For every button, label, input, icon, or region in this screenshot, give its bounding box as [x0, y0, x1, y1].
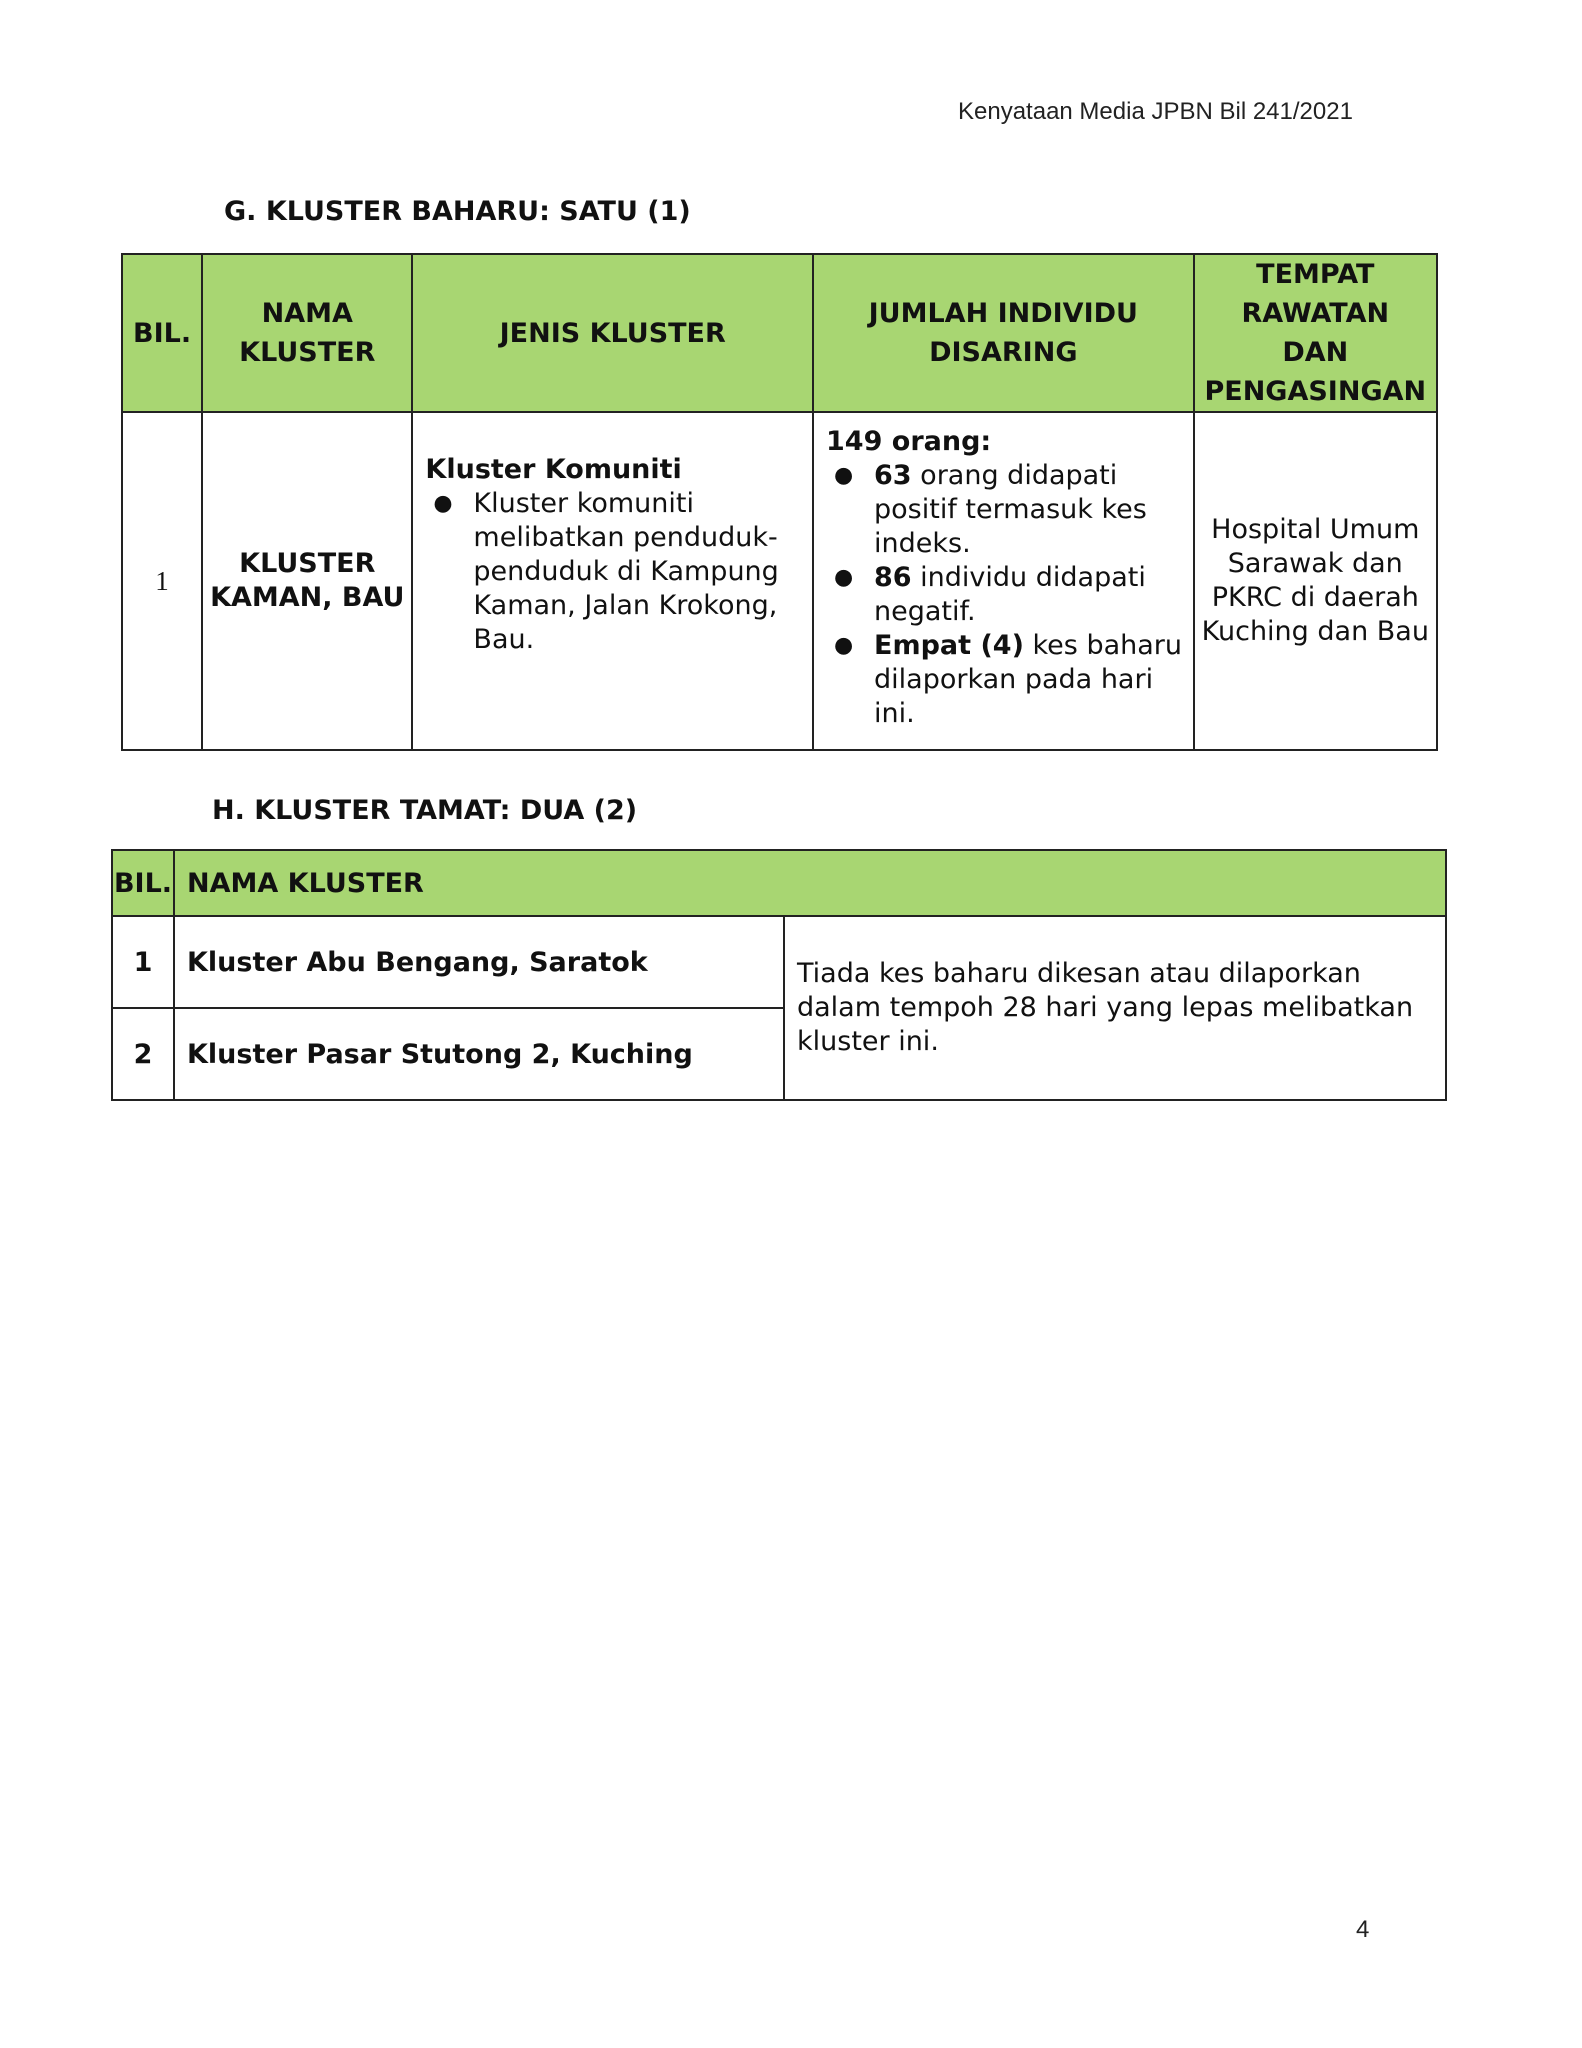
screened-count: 63: [874, 460, 912, 491]
table-row: [122, 412, 1437, 750]
header-nama-kluster: [202, 254, 412, 412]
cluster-name-line: KAMAN, BAU: [210, 582, 405, 613]
screened-count: Empat (4): [874, 630, 1024, 661]
header-jenis-kluster: JENIS KLUSTER: [412, 254, 813, 412]
header-jumlah-individu: [813, 254, 1194, 412]
row-bil: 1: [122, 412, 202, 750]
header-bil: BIL.: [122, 254, 202, 412]
list-item: [826, 459, 1185, 561]
cluster-type-title: Kluster Komuniti: [425, 454, 682, 485]
section-h-title: H. KLUSTER TAMAT: DUA (2): [212, 795, 638, 826]
table-header-row: [122, 254, 1437, 412]
screened-breakdown-list: [826, 459, 1185, 731]
screened-text: kes baharu dilaporkan pada hari ini.: [874, 630, 1182, 729]
cluster-type-desc: Kluster komuniti melibatkan penduduk-penduduk di Kampung Kaman, Jalan Krokong, Bau.: [473, 488, 779, 655]
ended-cluster-note: Tiada kes baharu dikesan atau dilaporkan dalam tempoh 28 hari yang lepas melibatkan kluster ini.: [784, 916, 1446, 1100]
document-reference: Kenyataan Media JPBN Bil 241/2021: [958, 98, 1353, 125]
header-text-line: KLUSTER: [239, 337, 376, 368]
row-bil: 1: [112, 916, 174, 1008]
ended-cluster-table: [111, 849, 1447, 1101]
row-jenis-kluster: [412, 412, 813, 750]
new-cluster-table: [121, 253, 1438, 751]
header-text-line: DISARING: [929, 337, 1078, 368]
bullet-icon: ●: [834, 633, 854, 658]
row-nama-kluster: [202, 412, 412, 750]
bullet-icon: ●: [834, 463, 854, 488]
page-number: 4: [1356, 1916, 1370, 1943]
row-nama-kluster: Kluster Pasar Stutong 2, Kuching: [174, 1008, 784, 1100]
header-text-line: RAWATAN: [1241, 298, 1390, 329]
header-text-line: TEMPAT: [1256, 259, 1375, 290]
header-text-line: DAN: [1282, 337, 1349, 368]
row-bil: 2: [112, 1008, 174, 1100]
bullet-icon: ●: [433, 491, 453, 516]
screened-count: 86: [874, 562, 912, 593]
list-item: [826, 629, 1185, 731]
row-tempat-rawatan: [1194, 412, 1437, 750]
list-item: [826, 561, 1185, 629]
cluster-name-line: KLUSTER: [239, 548, 376, 579]
cluster-type-list: [425, 487, 804, 657]
header-nama-kluster: [174, 850, 1446, 916]
table-row: [112, 916, 1446, 1008]
facility-line: Hospital Umum: [1211, 514, 1420, 545]
header-text-line: PENGASINGAN: [1204, 376, 1427, 407]
facility-line: PKRC di daerah: [1211, 582, 1419, 613]
header-text-line: JUMLAH INDIVIDU: [868, 298, 1138, 329]
section-g-title: G. KLUSTER BAHARU: SATU (1): [224, 196, 691, 227]
screened-text: orang didapati positif termasuk kes indeks.: [874, 460, 1147, 559]
table-header-row: [112, 850, 1446, 916]
facility-line: Kuching dan Bau: [1201, 616, 1429, 647]
facility-line: Sarawak dan: [1227, 548, 1403, 579]
header-text-line: NAMA: [261, 298, 353, 329]
header-tempat-rawatan: [1194, 254, 1437, 412]
header-bil: BIL.: [112, 850, 174, 916]
list-item: [425, 487, 804, 657]
screened-text: individu didapati negatif.: [874, 562, 1146, 627]
header-label: NAMA KLUSTER: [187, 867, 424, 899]
row-jumlah-individu: [813, 412, 1194, 750]
screened-total: 149 orang:: [826, 426, 992, 457]
bullet-icon: ●: [834, 565, 854, 590]
row-nama-kluster: Kluster Abu Bengang, Saratok: [174, 916, 784, 1008]
